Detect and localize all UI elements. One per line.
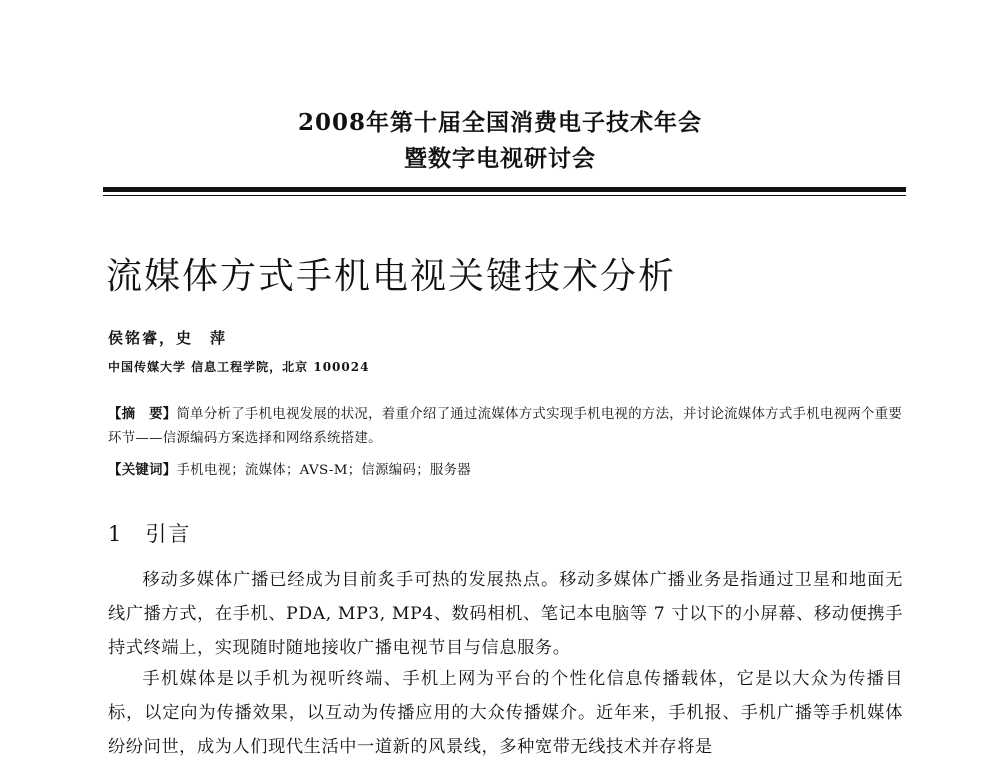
conference-header-line2: 暨数字电视研讨会 — [404, 145, 596, 172]
abstract — [108, 402, 903, 451]
conference-header-line1: 2008年第十届全国消费电子技术年会 — [297, 109, 702, 136]
header-rule-thin — [103, 195, 906, 196]
keywords — [108, 458, 903, 483]
section-heading — [108, 518, 191, 548]
keywords-label: 【关键词】 — [108, 462, 177, 478]
body-paragraph-2: 手机媒体是以手机为视听终端、手机上网为平台的个性化信息传播载体，它是以大众为传播目标，以定向为传播效果，以互动为传播应用的大众传播媒介。近年来，手机报、手机广播等手机媒体纷纷问世，成为人们现代生活中一道新的风景线，多种宽带无线技术并存将是 — [108, 669, 903, 757]
header-rule-thick — [103, 187, 906, 192]
keywords-text: 手机电视；流媒体；AVS-M；信源编码；服务器 — [176, 463, 471, 478]
paper-title: 流媒体方式手机电视关键技术分析 — [106, 256, 677, 297]
paper-authors: 侯铭睿，史 萍 — [108, 329, 228, 347]
abstract-label: 【摘 要】 — [108, 406, 177, 422]
paper-affiliation: 中国传媒大学 信息工程学院，北京 100024 — [108, 360, 370, 374]
section-title: 引言 — [145, 522, 192, 546]
abstract-text: 简单分析了手机电视发展的状况，着重介绍了通过流媒体方式实现手机电视的方法，并讨论流媒体方式手机电视两个重要环节——信源编码方案选择和网络系统搭建。 — [108, 407, 903, 446]
body-paragraph-1: 移动多媒体广播已经成为目前炙手可热的发展热点。移动多媒体广播业务是指通过卫星和地面无线广播方式，在手机、PDA, MP3, MP4、数码相机、笔记本电脑等 7 寸以下的小屏幕、移动便携手持式终端上，实现随时随地接收广播电视节目与信息服务。 — [108, 570, 903, 658]
section-number: 1 — [108, 522, 124, 546]
